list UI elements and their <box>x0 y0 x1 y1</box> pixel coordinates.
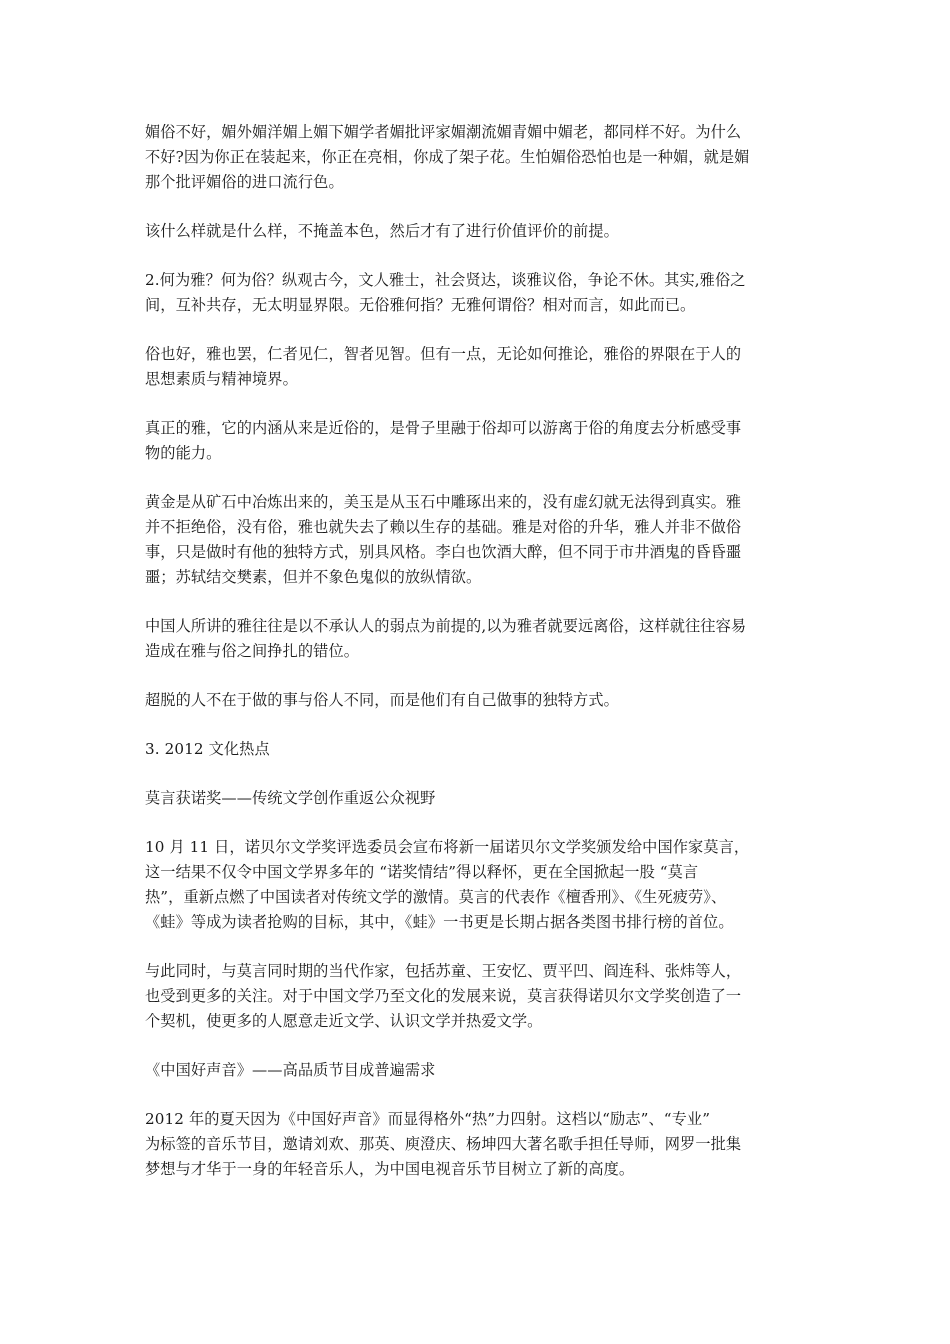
paragraph-voice-of-china: 2012 年的夏天因为《中国好声音》而显得格外“热”力四射。这档以“励志”、“专业” 为标签的音乐节目，邀请刘欢、那英、庾澄庆、杨坤四大著名歌手担任导师，网罗一批集 梦想与才华于一身的年轻音乐人，为中国电视音乐节目树立了新的高度。 <box>145 1110 742 1178</box>
paragraph-contemporary-writers: 与此同时，与莫言同时期的当代作家，包括苏童、王安忆、贾平凹、阎连科、张炜等人， 也受到更多的关注。对于中国文学乃至文化的发展来说，莫言获得诺贝尔文学奖创造了一 个契机，使更多的人愿意走近文学、认识文学并热爱文学。 <box>145 962 742 1030</box>
paragraph-what-is-elegance: 2.何为雅？何为俗？纵观古今，文人雅士，社会贤达，谈雅议俗，争论不休。其实,雅俗之 间，互补共存，无太明显界限。无俗雅何指？无雅何谓俗？相对而言，如此而已。 <box>145 271 746 314</box>
paragraph-nobel-announcement: 10 月 11 日，诺贝尔文学奖评选委员会宣布将新一届诺贝尔文学奖颁发给中国作家莫言， 这一结果不仅令中国文学界多年的 “诺奖情结”得以释怀，更在全国掀起一股 “莫言 热”，重新点燃了中国读者对传统文学的激情。莫言的代表作《檀香刑》、《生死疲劳》、 《蛙》等成为读者抢购的目标，其中，《蛙》一书更是长期占据各类图书排行榜的首位。 <box>145 838 750 931</box>
paragraph-boundary-of-elegance: 俗也好，雅也罢，仁者见仁，智者见智。但有一点，无论如何推论，雅俗的界限在于人的 思想素质与精神境界。 <box>145 345 742 388</box>
paragraph-true-color: 该什么样就是什么样，不掩盖本色，然后才有了进行价值评价的前提。 <box>145 222 619 240</box>
paragraph-vulgarity-flattery: 媚俗不好，媚外媚洋媚上媚下媚学者媚批评家媚潮流媚青媚中媚老，都同样不好。为什么 不好?因为你正在装起来，你正在亮相，你成了架子花。生怕媚俗恐怕也是一种媚，就是媚 那个批评媚俗的进口流行色。 <box>145 123 750 191</box>
paragraph-true-elegance: 真正的雅，它的内涵从来是近俗的，是骨子里融于俗却可以游离于俗的角度去分析感受事 物的能力。 <box>145 419 742 462</box>
paragraph-gold-and-jade: 黄金是从矿石中冶炼出来的，美玉是从玉石中雕琢出来的，没有虚幻就无法得到真实。雅 并不拒绝俗，没有俗，雅也就失去了赖以生存的基础。雅是对俗的升华，雅人并非不做俗 事，只是做时有他的独特方式，别具风格。李白也饮酒大醉，但不同于市井酒鬼的昏昏噩 噩；苏轼结交樊素，但并不象色鬼似的放纵情欲。 <box>145 493 742 586</box>
section-heading-2012-hotspots: 3. 2012 文化热点 <box>145 740 270 758</box>
subheading-mo-yan-nobel: 莫言获诺奖——传统文学创作重返公众视野 <box>145 789 436 807</box>
paragraph-transcendent-people: 超脱的人不在于做的事与俗人不同，而是他们有自己做事的独特方式。 <box>145 691 619 709</box>
paragraph-chinese-elegance: 中国人所讲的雅往往是以不承认人的弱点为前提的,以为雅者就要远离俗，这样就往往容易 造成在雅与俗之间挣扎的错位。 <box>145 617 747 660</box>
document-body <box>145 120 815 1206</box>
subheading-voice-of-china: 《中国好声音》——高品质节目成普遍需求 <box>145 1061 436 1079</box>
